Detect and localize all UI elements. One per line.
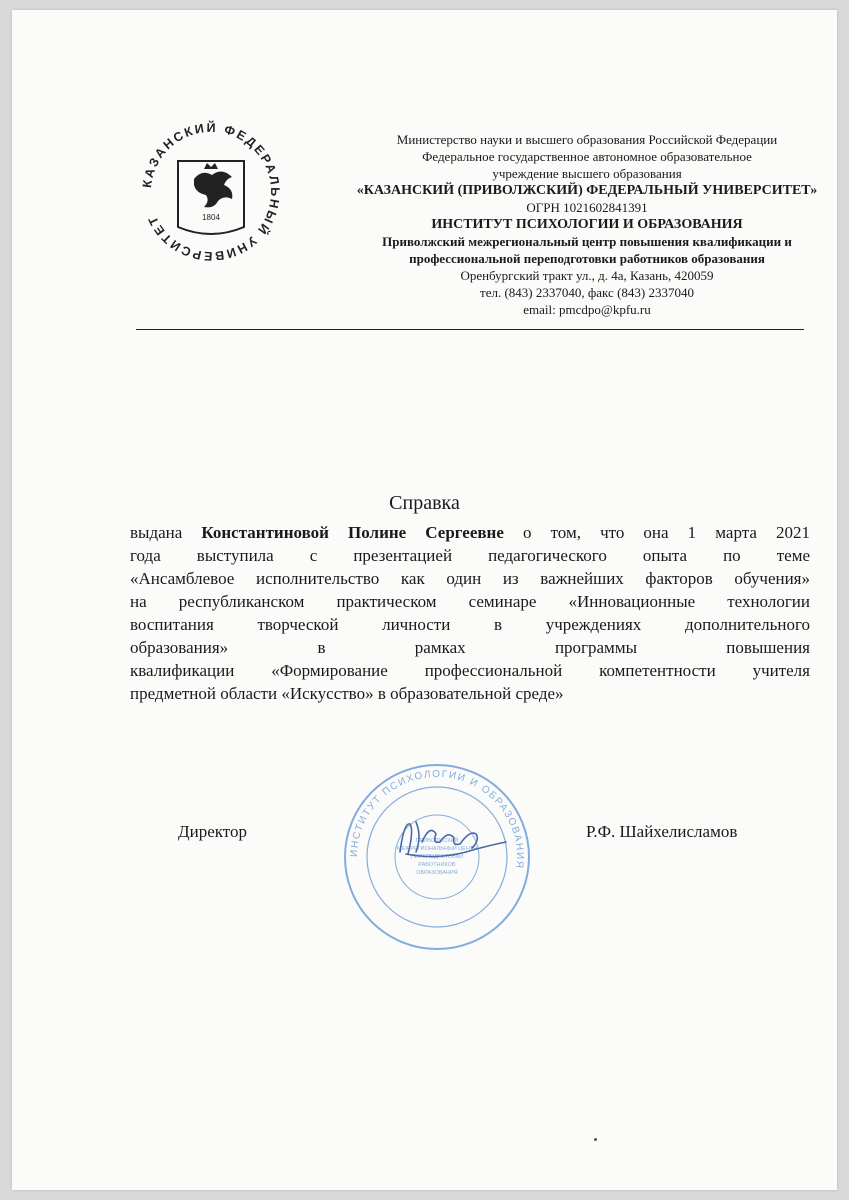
official-stamp	[342, 762, 532, 952]
crown-icon	[204, 163, 218, 169]
stamp-center-5: ОБРАЗОВАНИЯ	[416, 870, 458, 876]
body-line-1-post: о том, что она 1 марта 2021	[503, 523, 810, 542]
stamp-center-4: РАБОТНИКОВ	[418, 862, 456, 868]
letterhead	[342, 131, 832, 318]
document-page	[12, 10, 837, 1190]
center-line-2: профессиональной переподготовки работников образования	[409, 251, 765, 266]
body-line-5: воспитания творческой личности в учреждениях дополнительного	[130, 615, 810, 634]
federal-line-2: учреждение высшего образования	[492, 166, 682, 181]
phone-fax: тел. (843) 2337040, факс (843) 2337040	[480, 285, 694, 300]
stamp-center-1: ПРИВОЛЖСКИЙ	[415, 838, 459, 844]
federal-line-1: Федеральное государственное автономное образовательное	[422, 149, 752, 164]
body-line-1	[130, 522, 810, 544]
university-logo	[136, 117, 286, 267]
stamp-center-3: ПЕРЕПОДГОТОВКИ	[411, 854, 463, 860]
stamp-center-2: МЕЖРЕГИОНАЛЬНЫЙ ЦЕНТР	[397, 846, 477, 852]
ogrn: ОГРН 1021602841391	[526, 200, 648, 215]
ministry-line: Министерство науки и высшего образования Российской Федерации	[396, 132, 778, 147]
signatory-position: Директор	[178, 822, 247, 841]
logo-ring-text: КАЗАНСКИЙ ФЕДЕРАЛЬНЫЙ УНИВЕРСИТЕТ	[140, 120, 283, 264]
institute-name: ИНСТИТУТ ПСИХОЛОГИИ И ОБРАЗОВАНИЯ	[431, 217, 743, 232]
email: email: pmcdpo@kpfu.ru	[523, 302, 651, 317]
body-line-3: «Ансамблевое исполнительство как один из важнейших факторов обучения»	[130, 569, 810, 588]
body-line-6: образования» в рамках программы повышения	[130, 638, 810, 657]
signatory-name: Р.Ф. Шайхелисламов	[586, 822, 738, 841]
logo-year: 1804	[202, 213, 220, 222]
body-line-8: предметной области «Искусство» в образовательной среде»	[130, 684, 564, 703]
recipient-name: Константиновой Полине Сергеевне	[201, 523, 504, 542]
university-name: «КАЗАНСКИЙ (ПРИВОЛЖСКИЙ) ФЕДЕРАЛЬНЫЙ УНИВЕРСИТЕТ»	[356, 183, 818, 198]
dragon-emblem	[194, 171, 232, 207]
body-line-2: года выступила с презентацией педагогического опыта по теме	[130, 546, 810, 565]
body-line-1-pre: выдана	[130, 523, 202, 542]
document-title: Справка	[389, 492, 460, 514]
stamp-ring-text: ИНСТИТУТ ПСИХОЛОГИИ И ОБРАЗОВАНИЯ	[348, 768, 526, 871]
body-line-7: квалификации «Формирование профессиональной компетентности учителя	[130, 661, 810, 680]
scan-speck	[594, 1138, 597, 1141]
body-line-4: на республиканском практическом семинаре «Инновационные технологии	[130, 592, 810, 611]
address: Оренбургский тракт ул., д. 4а, Казань, 420059	[460, 268, 714, 283]
center-line-1: Приволжский межрегиональный центр повышения квалификации и	[382, 234, 792, 249]
header-divider	[136, 329, 804, 330]
